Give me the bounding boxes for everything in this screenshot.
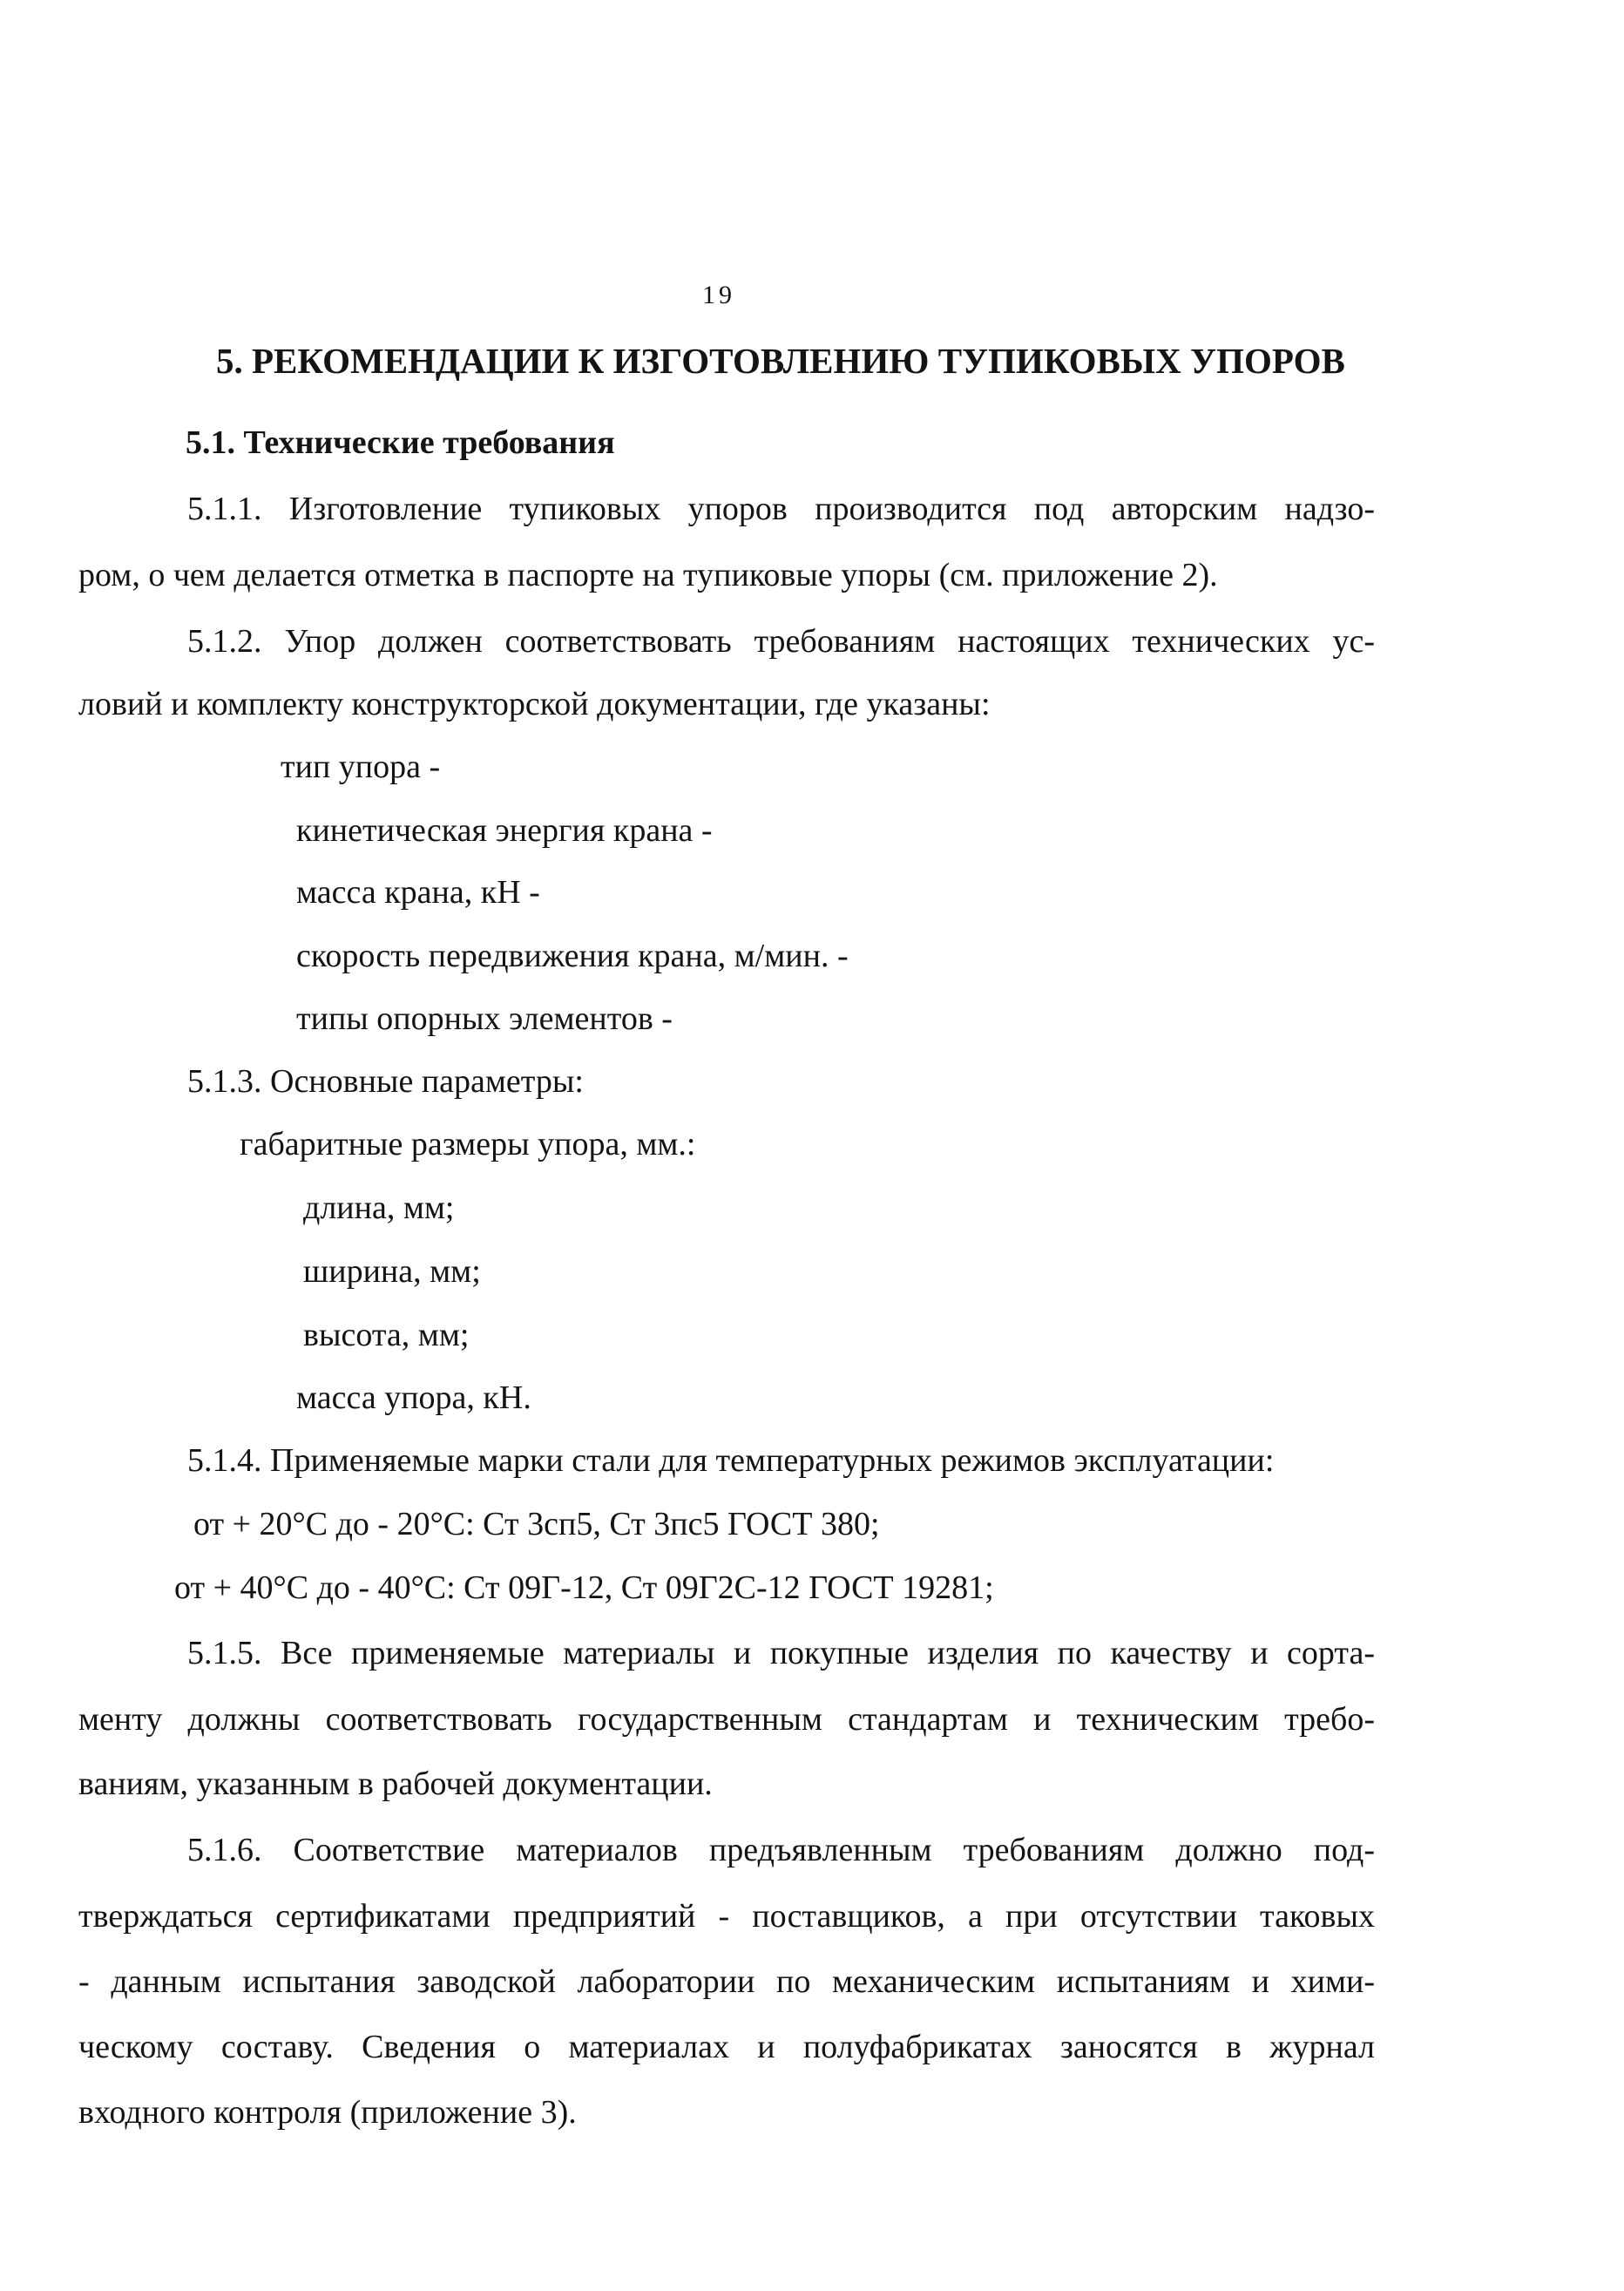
steel-grade-line: от + 20°С до - 20°С: Ст 3сп5, Ст 3пс5 ГОСТ 380; — [193, 1506, 880, 1542]
paragraph-5-1-6-line-2: тверждаться сертификатами предприятий - поставщиков, а при отсутствии таковых — [78, 1898, 1375, 1935]
paragraph-5-1-2-line-1: 5.1.2. Упор должен соответствовать требованиям настоящих технических ус- — [187, 623, 1375, 660]
subsection-title: 5.1. Технические требования — [186, 424, 615, 461]
dimensions-subheading: габаритные размеры упора, мм.: — [240, 1126, 696, 1162]
steel-grade-line: от + 40°С до - 40°С: Ст 09Г-12, Ст 09Г2С-12 ГОСТ 19281; — [174, 1569, 994, 1606]
paragraph-5-1-6-line-5: входного контроля (приложение 3). — [78, 2094, 577, 2131]
paragraph-5-1-5-line-3: ваниям, указанным в рабочей документации. — [78, 1766, 713, 1802]
paragraph-5-1-5-line-1: 5.1.5. Все применяемые материалы и покупные изделия по качеству и сорта- — [187, 1635, 1375, 1671]
spec-item: кинетическая энергия крана - — [296, 812, 713, 849]
dimension-item: высота, мм; — [303, 1317, 470, 1353]
paragraph-5-1-6-line-1: 5.1.6. Соответствие материалов предъявленным требованиям должно под- — [187, 1832, 1375, 1868]
page-number: 19 — [702, 281, 735, 309]
mass-item: масса упора, кН. — [296, 1379, 531, 1416]
spec-item: тип упора - — [281, 749, 441, 785]
section-title: 5. РЕКОМЕНДАЦИИ К ИЗГОТОВЛЕНИЮ ТУПИКОВЫХ УПОРОВ — [216, 341, 1345, 381]
paragraph-5-1-5-line-2: менту должны соответствовать государственным стандартам и техническим требо- — [78, 1701, 1375, 1738]
spec-item: типы опорных элементов - — [296, 1000, 673, 1037]
paragraph-5-1-2-line-2: ловий и комплекту конструкторской документации, где указаны: — [78, 686, 991, 722]
paragraph-5-1-1-line-1: 5.1.1. Изготовление тупиковых упоров производится под авторским надзо- — [187, 491, 1375, 527]
spec-item: скорость передвижения крана, м/мин. - — [296, 938, 849, 974]
paragraph-5-1-3-heading: 5.1.3. Основные параметры: — [187, 1063, 584, 1100]
paragraph-5-1-1-line-2: ром, о чем делается отметка в паспорте на тупиковые упоры (см. приложение 2). — [78, 557, 1218, 593]
spec-item: масса крана, кН - — [296, 874, 540, 911]
paragraph-5-1-4-heading: 5.1.4. Применяемые марки стали для температурных режимов эксплуатации: — [187, 1442, 1275, 1479]
dimension-item: ширина, мм; — [303, 1253, 481, 1290]
paragraph-5-1-6-line-3: - данным испытания заводской лаборатории по механическим испытаниям и хими- — [78, 1963, 1375, 2000]
dimension-item: длина, мм; — [303, 1190, 455, 1226]
paragraph-5-1-6-line-4: ческому составу. Сведения о материалах и полуфабрикатах заносятся в журнал — [78, 2029, 1375, 2065]
